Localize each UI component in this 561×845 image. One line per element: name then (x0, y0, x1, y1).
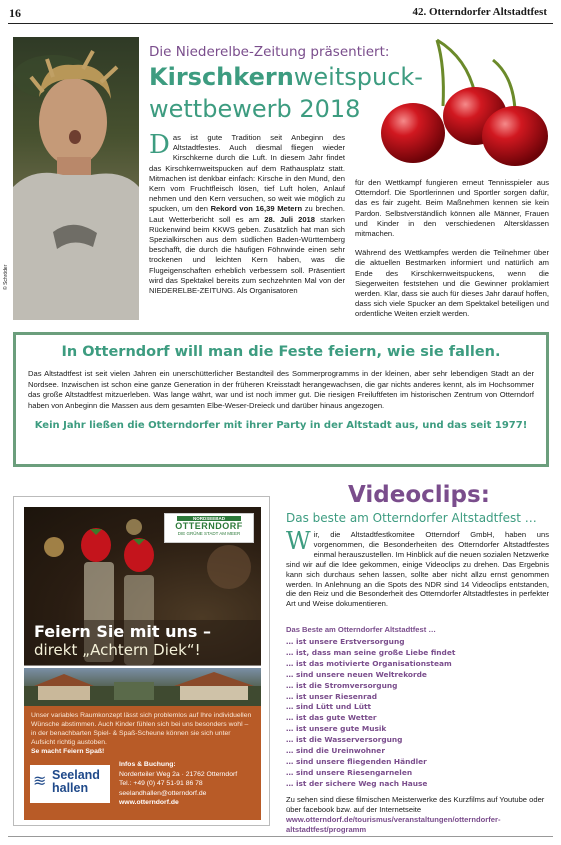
logo-name: OTTERNDORF (175, 521, 243, 531)
list-item: … ist, dass man seine große Liebe findet (286, 647, 456, 657)
ad-headline-line2: direkt „Achtern Diek“! (34, 641, 201, 659)
article-highlight: 28. Juli 2018 (264, 214, 315, 224)
list-item: … ist unsere Erstversorgung (286, 637, 405, 646)
info-box-title: In Otterndorf will man die Feste feiern, wie sie fallen. (61, 344, 501, 360)
video-link[interactable]: www.otterndorf.de/tourismus/veranstaltungen/otterndorfer-altstadtfest/programm (286, 814, 501, 834)
info-box-footer: Kein Jahr ließen die Otterndorfer mit ihrer Party in der Altstadt aus, und das seit 1977! (34, 420, 528, 432)
footer-rule (8, 836, 553, 837)
photo-credit: © Schröder (3, 264, 9, 290)
brand-name (52, 769, 100, 795)
list-item: … sind unsere fliegenden Händler (286, 756, 427, 766)
list-item: … sind unsere neuen Weltrekorde (286, 669, 427, 679)
article-dropcap: D (149, 130, 170, 160)
list-item: … sind Lütt und Lütt (286, 702, 372, 712)
contact-phone: Tel.: +49 (0) 47 51-91 86 78 (119, 780, 203, 787)
list-item: … sind unsere Riesengarnelen (286, 767, 413, 777)
article-kicker: Die Niederelbe-Zeitung präsentiert: (149, 44, 390, 60)
article-text-1: as ist gute Tradition seit Anbeginn des Altstadtfestes. Auch diesmal fliegen wieder Kirschkerne durch die Luft. In diesem Jahr findet das Kirschkernweitspucken auf dem Rathausplatz statt. Mitmachen ist denkbar einfach: Kirsche in den Mund, den Kern vom Fruchtfleisch lösen, tief Luft holen, Anlauf nehmen und den Kern versuchen, so weit wie möglich zu spucken, um den Rekord von 16,39 Metern zu brechen. Laut Wetterbericht soll es am 28. Juli 2018 starken Rückenwind beim KKWS geben. Zusätzlich hat man sich Spezialkirschen aus dem südlichen Baden-Württemberg beschafft, die durch die häufigen Föhnwinde einen sehr trockenen und leichten Kern haben, was die Flugeigenschaften erheblich verbessern soll. Präsentiert wird das Spektakel bereits zum sechzehnten Mal von der NIEDERELBE-ZEITUNG. Als Organisatoren (149, 133, 346, 296)
logo-top: NORDSEEBAD (177, 516, 241, 521)
ad-slogan: Se macht Feiern Spaß! (31, 748, 105, 755)
list-item: … ist das motivierte Organisationsteam (286, 658, 452, 668)
ad-text (24, 706, 261, 756)
video-body (286, 527, 549, 609)
participant-photo (13, 37, 139, 320)
list-item: … ist unsere gute Musik (286, 724, 387, 734)
ad-headline-line1: Feiern Sie mit uns – (34, 622, 211, 641)
list-item: … ist unser Riesenrad (286, 691, 377, 701)
article-title-line2: wettbewerb 2018 (149, 95, 361, 123)
contact-heading: Infos & Buchung: (119, 761, 176, 768)
article-paragraph: Während des Wettkampfes werden die Teilnehmer über die aktuellen Bestmarken informiert und natürlich am Ende des Kirschkernweitspuckens, wenn die Siegerweiten feststehen und die Gewinner proklamiert werden. Klar, dass sie auch für dieses Jahr darauf hoffen, dass sich viele Spucker an dem Spektakel beteiligen und ordentliche Weiten erzielt werden. (355, 248, 549, 319)
video-title: Videoclips: (348, 482, 490, 508)
ad-description: Unser variables Raumkonzept lässt sich problemlos auf Ihre individuellen Wünsche abstimmen. Auch Kinder fühlen sich bei uns besonders wohl – in der benachbarten Spiel- & Spaß-Scheune können sie sich unter Aufsicht richtig austoben. (31, 712, 252, 746)
video-footer-text: Zu sehen sind diese filmischen Meisterwerke des Kurzfilms auf Youtube oder über facebook bzw. auf der Internetseite (286, 795, 545, 814)
venue-photo (24, 668, 261, 706)
list-item: … ist das gute Wetter (286, 713, 377, 723)
seelandhallen-logo (30, 765, 110, 803)
list-item: … ist die Wasserversorgung (286, 735, 403, 745)
brand-line1: Seeland (52, 768, 100, 782)
article-column-2 (355, 178, 549, 320)
info-box-body: Das Altstadtfest ist seit vielen Jahren ein unerschütterlicher Bestandteil des Sommerprogramms in der kleinen, aber sehr lebendigen Stadt an der Nordsee. Inzwischen ist schon eine ganze Generation in der früheren Kreisstadt herangewachsen, die gar nichts anderes kennt, als im Hochsommer das große Altstadtfest mitzuerleben. Was lange währt, war und ist noch immer gut. Die riesigen Freiluftfeten im historischen Zentrum von Otterndorf haben von Anbeginn die Massen aus dem gesamten Elbe-Weser-Dreieck und darüber hinaus angezogen. (28, 369, 534, 410)
otterndorf-logo (164, 513, 254, 543)
ad-info-panel (24, 706, 261, 820)
video-dropcap: W (286, 527, 311, 555)
title-light: weitspuck- (293, 63, 423, 91)
logo-tagline: DIE GRÜNE STADT AM MEER (177, 531, 241, 536)
running-head: 42. Otterndorfer Altstadtfest (412, 6, 547, 18)
contact-email[interactable]: seelandhallen@otterndorf.de (119, 789, 207, 797)
video-text: ir, die Altstadtfestkomitee Otterndorf GmbH, haben uns vorgenommen, die Besonderheiten des Otterndorfer Altstadtfestes einmal herauszustellen. Im Hinblick auf die neuen sozialen Netzwerke sind wir auf die Idee gekommen, einige Videoclips zu drehen. Das Ergebnis kann sich durchaus sehen lassen, sollte aber nicht allzu ernst genommen werden. In Anlehnung an die Spots des NDR sind 14 Videoclips entstanden, die den Reiz und die Besonderheit des Otterndorfer Altstadtfestes in perfekter Art und Weise dokumentieren. (286, 530, 549, 609)
article-highlight: Rekord von 16,39 Metern (210, 204, 303, 214)
list-item: … ist der sichere Weg nach Hause (286, 778, 428, 788)
wave-icon: ≋ (33, 773, 47, 790)
ad-headline (24, 620, 261, 666)
contact-web[interactable]: www.otterndorf.de (119, 799, 179, 806)
seelandhallen-ad (13, 496, 270, 826)
list-item: … sind die Ureinwohner (286, 746, 385, 756)
brand-line2: hallen (52, 781, 89, 795)
video-subtitle: Das beste am Otterndorfer Altstadtfest … (286, 511, 537, 525)
list-item: … ist die Stromversorgung (286, 680, 398, 690)
title-bold: Kirschkern (149, 63, 294, 91)
contact-address: Norderteiler Weg 2a · 21762 Otterndorf (119, 770, 238, 778)
article-paragraph: für den Wettkampf fungieren erneut Tennisspieler aus Otterndorf. Die Sportlerinnen und Sportler sorgen dafür, das es fair zugeht. Beim Maßnehmen kennen sie kein Pardon. Selbstverständlich können alle Männer, Frauen und Kinder in den verschiedenen Altersklassen mitmachen. (355, 178, 549, 239)
cherries-image (375, 36, 550, 171)
info-box (13, 332, 549, 467)
best-list (286, 637, 455, 790)
video-footer (286, 795, 549, 835)
ad-contact (119, 760, 237, 808)
article-column-1 (149, 130, 346, 296)
page-number: 16 (9, 6, 21, 20)
best-list-heading: Das Beste am Otterndorfer Altstadtfest … (286, 625, 436, 634)
header-rule (8, 23, 553, 24)
